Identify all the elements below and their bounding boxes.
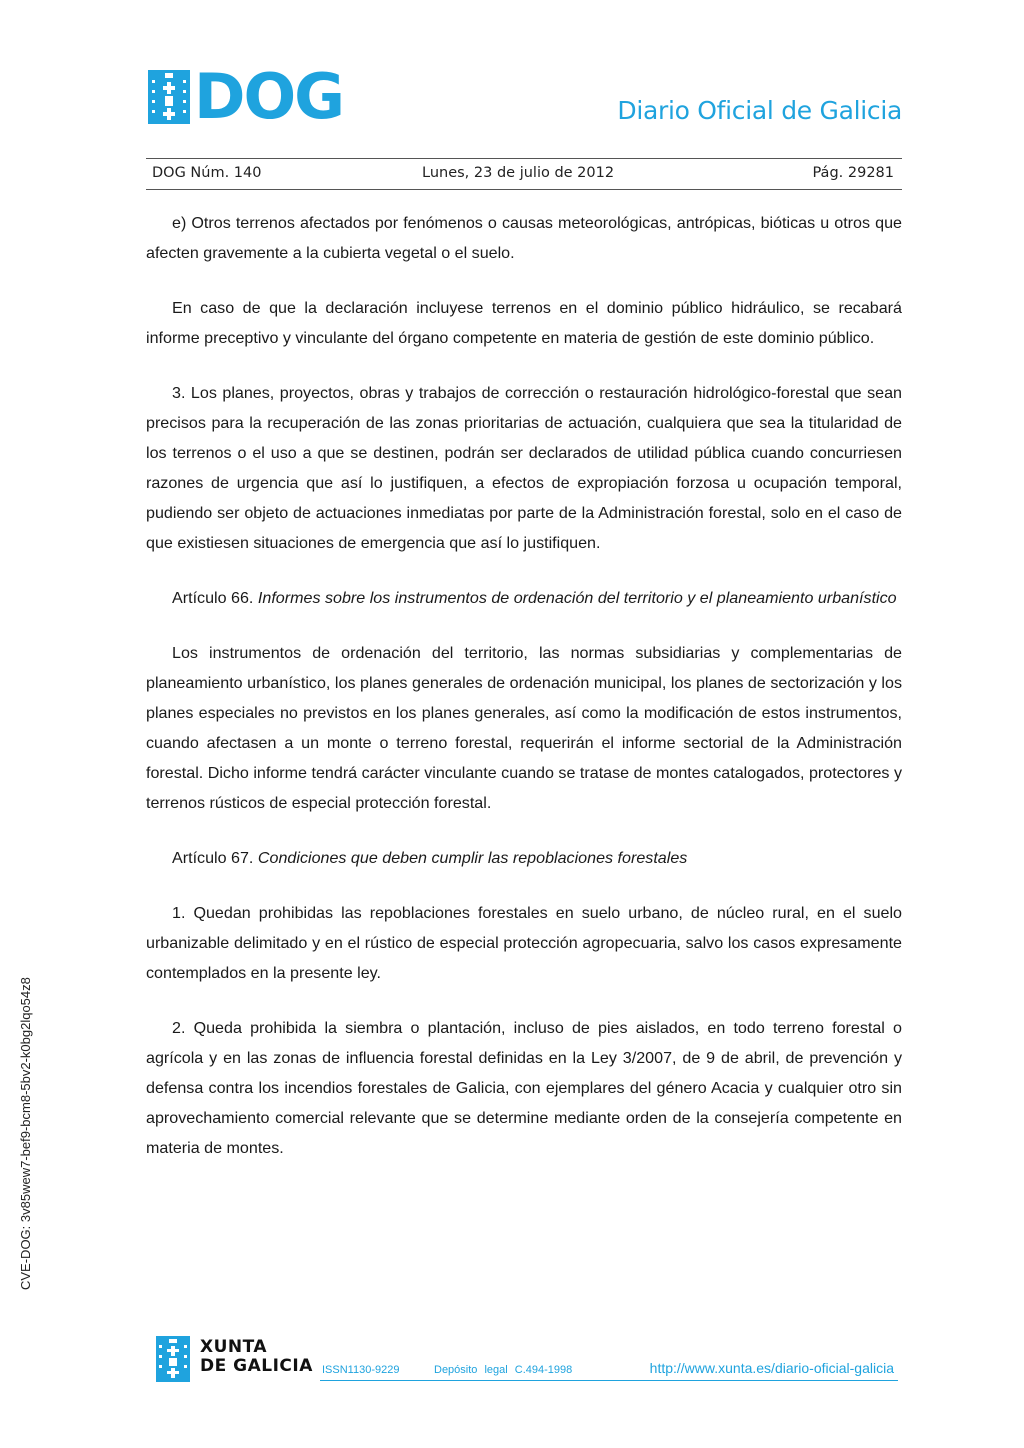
document-body bbox=[146, 208, 902, 1188]
footer bbox=[156, 1332, 898, 1392]
xunta-coat-of-arms-icon bbox=[156, 1336, 190, 1382]
article-67-heading bbox=[146, 843, 902, 873]
article-66-heading bbox=[146, 583, 902, 613]
dog-logo bbox=[148, 60, 344, 133]
journal-title: Diario Oficial de Galicia bbox=[617, 96, 902, 125]
footer-divider bbox=[320, 1380, 898, 1381]
xunta-line-1: XUNTA bbox=[200, 1337, 268, 1357]
issue-header-bar bbox=[146, 158, 902, 190]
website-link[interactable]: http://www.xunta.es/diario-oficial-galicia bbox=[649, 1360, 894, 1376]
paragraph-67-1: 1. Quedan prohibidas las repoblaciones forestales en suelo urbano, de núcleo rural, en el suelo urbanizable delimitado y en el rústico de especial protección agropecuaria, salvo los casos expresamente contemplados en la presente ley. bbox=[146, 904, 902, 982]
paragraph-3: 3. Los planes, proyectos, obras y trabajos de corrección o restauración hidrológico-forestal que sean precisos para la recuperación de las zonas prioritarias de actuación, cualquiera que sea la titularidad de los terrenos o el uso a que se destinen, podrán ser declarados de utilidad pública cuando concurriesen razones de urgencia que así lo justifiquen, a efectos de expropiación forzosa u ocupación temporal, pudiendo ser objeto de actuaciones inmediatas por parte de la Administración forestal, solo en el caso de que existiesen situaciones de emergencia que así lo justifiquen. bbox=[146, 384, 902, 552]
page-number: Pág. 29281 bbox=[812, 165, 894, 181]
paragraph-e: e) Otros terrenos afectados por fenómenos o causas meteorológicas, antrópicas, bióticas u otros que afecten gravemente a la cubierta vegetal o el suelo. bbox=[146, 214, 902, 262]
issue-number: DOG Núm. 140 bbox=[152, 165, 262, 181]
dog-logo-text: DOG bbox=[194, 60, 344, 133]
issue-date: Lunes, 23 de julio de 2012 bbox=[422, 165, 615, 181]
article-66-label: Artículo 66. bbox=[172, 589, 254, 607]
issn: ISSN1130-9229 bbox=[322, 1364, 400, 1376]
xunta-logo-text bbox=[200, 1338, 313, 1376]
article-66-title: Informes sobre los instrumentos de ordenación del territorio y el planeamiento urbanístico bbox=[257, 589, 897, 607]
paragraph-dominio-publico: En caso de que la declaración incluyese terrenos en el dominio público hidráulico, se recabará informe preceptivo y vinculante del órgano competente en materia de gestión de este dominio público. bbox=[146, 299, 902, 347]
article-67-label: Artículo 67. bbox=[172, 849, 254, 867]
xunta-line-2: DE GALICIA bbox=[200, 1356, 313, 1376]
article-66-paragraph: Los instrumentos de ordenación del territorio, las normas subsidiarias y complementarias de planeamiento urbanístico, los planes generales de ordenación municipal, los planes de sectorización y los planes especiales no previstos en los planes generales, así como la modificación de estos instrumentos, cuando afectasen a un monte o terreno forestal, requerirán el informe sectorial de la Administración forestal. Dicho informe tendrá carácter vinculante cuando se tratase de montes catalogados, protectores y terrenos rústicos de especial protección forestal. bbox=[146, 644, 902, 812]
cve-code: CVE-DOG: 3v85wew7-bef9-bcm8-5bv2-k0bg2lqo54z8 bbox=[18, 977, 33, 1290]
galicia-coat-of-arms-icon bbox=[148, 70, 190, 124]
legal-deposit: Depósito legal C.494-1998 bbox=[434, 1364, 573, 1376]
paragraph-67-2: 2. Queda prohibida la siembra o plantación, incluso de pies aislados, en todo terreno forestal o agrícola y en las zonas de influencia forestal definidas en la Ley 3/2007, de 9 de abril, de prevención y defensa contra los incendios forestales de Galicia, con ejemplares del género Acacia y cualquier otro sin aprovechamiento comercial relevante que se determine mediante orden de la consejería competente en materia de montes. bbox=[146, 1019, 902, 1157]
article-67-title: Condiciones que deben cumplir las repoblaciones forestales bbox=[257, 849, 688, 867]
